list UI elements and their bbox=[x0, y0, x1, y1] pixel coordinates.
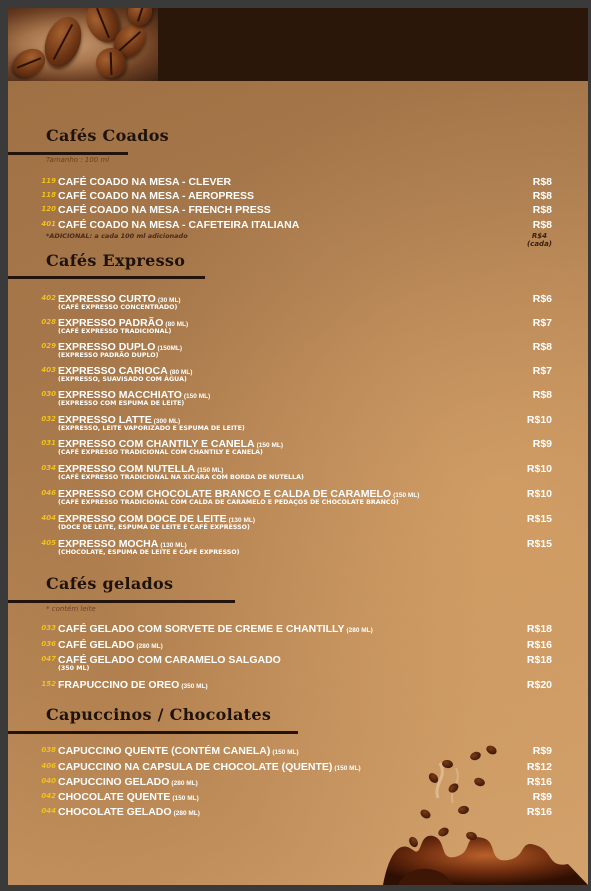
item-size: (280 ML) bbox=[173, 810, 200, 817]
item-description: (DOCE DE LEITE, ESPUMA DE LEITE E CAFÉ EXPRESSO) bbox=[58, 524, 250, 531]
item-name: EXPRESSO DUPLO bbox=[58, 341, 156, 353]
item-price: R$10 bbox=[526, 414, 552, 426]
menu-item bbox=[8, 438, 588, 456]
item-price: R$15 bbox=[526, 538, 552, 550]
contem-leite-note: * contém leite bbox=[46, 605, 96, 613]
item-size: (280 ML) bbox=[171, 780, 198, 787]
item-name-row bbox=[58, 791, 199, 803]
item-name-row bbox=[58, 623, 373, 635]
item-size: (300 ML) bbox=[153, 418, 181, 425]
menu-item bbox=[8, 317, 588, 335]
item-name: EXPRESSO MOCHA bbox=[58, 538, 159, 550]
item-description: (EXPRESSO PADRÃO DUPLO) bbox=[58, 352, 159, 359]
section-rule bbox=[8, 152, 128, 155]
item-name: CAFÉ COADO NA MESA - FRENCH PRESS bbox=[58, 204, 271, 216]
item-description: (EXPRESSO COM ESPUMA DE LEITE) bbox=[58, 400, 185, 407]
item-name-row bbox=[58, 176, 231, 188]
item-name-row bbox=[58, 745, 299, 757]
section-title-capuccinos: Capuccinos / Chocolates bbox=[46, 705, 272, 724]
menu-item bbox=[8, 414, 588, 432]
item-name: CAFÉ GELADO COM SORVETE DE CREME E CHANTILLY bbox=[58, 623, 345, 635]
section-title-coados: Cafés Coados bbox=[46, 126, 169, 145]
item-code: 029 bbox=[41, 342, 56, 350]
menu-item bbox=[8, 679, 588, 693]
item-name: CAFÉ COADO NA MESA - AEROPRESS bbox=[58, 190, 255, 202]
item-name: EXPRESSO PADRÃO bbox=[58, 317, 164, 329]
item-code: 046 bbox=[41, 489, 56, 497]
item-code: 044 bbox=[41, 807, 56, 815]
item-size: (150 ML) bbox=[172, 795, 199, 802]
item-name-row bbox=[58, 190, 254, 202]
item-name: CAFÉ GELADO COM CARAMELO SALGADO bbox=[58, 654, 281, 666]
adicional-price-value: R$4 bbox=[531, 232, 548, 240]
item-code: 032 bbox=[41, 415, 56, 423]
menu-item bbox=[8, 654, 588, 672]
item-price: R$15 bbox=[526, 513, 552, 525]
item-size: (130 ML) bbox=[160, 542, 187, 549]
header-bar bbox=[8, 8, 588, 81]
item-name: EXPRESSO COM NUTELLA bbox=[58, 463, 196, 475]
item-name: CAFÉ COADO NA MESA - CAFETEIRA ITALIANA bbox=[58, 219, 300, 231]
item-description: (CHOCOLATE, ESPUMA DE LEITE E CAFÉ EXPRESSO) bbox=[58, 549, 240, 556]
item-description: (CAFÉ EXPRESSO CONCENTRADO) bbox=[58, 304, 178, 311]
item-price: R$16 bbox=[526, 776, 552, 788]
item-size: (30 ML) bbox=[157, 297, 181, 304]
item-name: EXPRESSO COM CHOCOLATE BRANCO E CALDA DE CARAMELO bbox=[58, 488, 392, 500]
item-code: 040 bbox=[41, 777, 56, 785]
item-code: 036 bbox=[41, 640, 56, 648]
item-code: 028 bbox=[41, 318, 56, 326]
menu-item bbox=[8, 389, 588, 407]
item-code: 038 bbox=[41, 746, 56, 754]
menu-item bbox=[8, 538, 588, 556]
menu-item bbox=[8, 463, 588, 481]
item-code: 120 bbox=[41, 205, 56, 213]
item-code: 034 bbox=[41, 464, 56, 472]
item-size: (150 ML) bbox=[393, 492, 420, 499]
item-price: R$8 bbox=[532, 219, 552, 231]
menu-item bbox=[8, 488, 588, 506]
item-name: EXPRESSO COM DOCE DE LEITE bbox=[58, 513, 227, 525]
item-price: R$6 bbox=[532, 293, 552, 305]
item-name: CHOCOLATE QUENTE bbox=[58, 791, 171, 803]
item-size: (150ML) bbox=[157, 345, 183, 352]
item-price: R$18 bbox=[526, 623, 552, 635]
item-code: 033 bbox=[41, 624, 56, 632]
item-price: R$9 bbox=[532, 791, 552, 803]
item-name-row bbox=[58, 806, 200, 818]
item-price: R$8 bbox=[532, 341, 552, 353]
adicional-note: *ADICIONAL: a cada 100 ml adicionado bbox=[46, 232, 188, 240]
item-name: CAPUCCINO GELADO bbox=[58, 776, 170, 788]
menu-item bbox=[8, 190, 588, 204]
item-price: R$7 bbox=[532, 317, 552, 329]
item-size: (280 ML) bbox=[346, 627, 373, 634]
item-code: 031 bbox=[41, 439, 56, 447]
item-code: 042 bbox=[41, 792, 56, 800]
item-name: EXPRESSO COM CHANTILY E CANELA bbox=[58, 438, 255, 450]
item-code: 406 bbox=[41, 762, 56, 770]
item-code: 047 bbox=[41, 655, 56, 663]
item-name-row bbox=[58, 776, 198, 788]
item-size: (130 ML) bbox=[228, 517, 255, 524]
coffee-beans-image bbox=[8, 8, 158, 81]
menu-item bbox=[8, 204, 588, 218]
item-price: R$10 bbox=[526, 488, 552, 500]
size-note: Tamanho : 100 ml bbox=[46, 156, 110, 164]
item-code: 152 bbox=[41, 680, 56, 688]
menu-page bbox=[8, 8, 588, 885]
item-price: R$16 bbox=[526, 639, 552, 651]
item-size: (150 ML) bbox=[334, 765, 361, 772]
item-description: (CAFÉ EXPRESSO TRADICIONAL) bbox=[58, 328, 172, 335]
coffee-splash-graphic bbox=[378, 738, 588, 885]
section-rule bbox=[8, 731, 298, 734]
item-size: (150 ML) bbox=[183, 393, 211, 400]
item-code: 118 bbox=[41, 191, 56, 199]
item-name-row bbox=[58, 761, 361, 773]
item-name-row bbox=[58, 679, 208, 691]
item-description: (EXPRESSO, LEITE VAPORIZADO E ESPUMA DE LEITE) bbox=[58, 425, 245, 432]
item-code: 403 bbox=[41, 366, 56, 374]
item-size: (280 ML) bbox=[136, 643, 163, 650]
item-price: R$12 bbox=[526, 761, 552, 773]
item-size: (150 ML) bbox=[272, 749, 299, 756]
section-title-expresso: Cafés Expresso bbox=[46, 251, 186, 270]
item-code: 401 bbox=[41, 220, 56, 228]
item-price: R$8 bbox=[532, 204, 552, 216]
section-title-gelados: Cafés gelados bbox=[46, 574, 174, 593]
menu-item bbox=[8, 219, 588, 233]
item-name: EXPRESSO CURTO bbox=[58, 293, 156, 305]
item-name: CAPUCCINO NA CAPSULA DE CHOCOLATE (QUENTE) bbox=[58, 761, 333, 773]
item-name-row bbox=[58, 639, 163, 651]
item-name: CAFÉ GELADO bbox=[58, 639, 135, 651]
item-description: (350 ML) bbox=[58, 665, 90, 672]
item-name: EXPRESSO MACCHIATO bbox=[58, 389, 182, 401]
item-code: 405 bbox=[41, 539, 56, 547]
item-price: R$9 bbox=[532, 438, 552, 450]
item-description: (EXPRESSO, SUAVISADO COM ÁGUA) bbox=[58, 376, 187, 383]
item-code: 404 bbox=[41, 514, 56, 522]
item-price: R$8 bbox=[532, 176, 552, 188]
item-name: EXPRESSO CARIOCA bbox=[58, 365, 168, 377]
item-code: 030 bbox=[41, 390, 56, 398]
item-price: R$20 bbox=[526, 679, 552, 691]
item-name-row bbox=[58, 204, 271, 216]
item-size: (150 ML) bbox=[256, 442, 283, 449]
item-name: FRAPUCCINO DE OREO bbox=[58, 679, 180, 691]
menu-item bbox=[8, 176, 588, 190]
item-size: (150 ML) bbox=[197, 467, 224, 474]
coffee-splash-image bbox=[378, 738, 588, 885]
section-rule bbox=[8, 600, 235, 603]
item-description: (CAFÉ EXPRESSO TRADICIONAL NA XICARA COM BORDA DE NUTELLA) bbox=[58, 474, 304, 481]
item-name: EXPRESSO LATTE bbox=[58, 414, 152, 426]
menu-item bbox=[8, 623, 588, 637]
item-code: 119 bbox=[41, 177, 56, 185]
item-price: R$16 bbox=[526, 806, 552, 818]
item-code: 402 bbox=[41, 294, 56, 302]
item-name-row bbox=[58, 219, 299, 231]
adicional-price-unit: (cada) bbox=[526, 240, 552, 248]
menu-item bbox=[8, 341, 588, 359]
item-size: (350 ML) bbox=[181, 683, 208, 690]
item-price: R$7 bbox=[532, 365, 552, 377]
adicional-price bbox=[527, 232, 552, 248]
item-size: (80 ML) bbox=[169, 369, 193, 376]
menu-item bbox=[8, 639, 588, 653]
menu-item bbox=[8, 513, 588, 531]
item-name: CHOCOLATE GELADO bbox=[58, 806, 172, 818]
item-name-row bbox=[58, 654, 281, 666]
item-name: CAFÉ COADO NA MESA - CLEVER bbox=[58, 176, 232, 188]
menu-item bbox=[8, 293, 588, 311]
item-price: R$9 bbox=[532, 745, 552, 757]
item-description: (CAFÉ EXPRESSO TRADICIONAL COM CHANTILY E CANELA) bbox=[58, 449, 263, 456]
item-price: R$8 bbox=[532, 389, 552, 401]
item-size: (80 ML) bbox=[165, 321, 189, 328]
item-price: R$18 bbox=[526, 654, 552, 666]
menu-item bbox=[8, 365, 588, 383]
section-rule bbox=[8, 276, 205, 279]
item-price: R$8 bbox=[532, 190, 552, 202]
item-price: R$10 bbox=[526, 463, 552, 475]
item-description: (CAFÉ EXPRESSO TRADICIONAL COM CALDA DE CARAMELO E PEDAÇOS DE CHOCOLATE BRANCO) bbox=[58, 499, 399, 506]
item-name: CAPUCCINO QUENTE (CONTÉM CANELA) bbox=[58, 745, 271, 757]
